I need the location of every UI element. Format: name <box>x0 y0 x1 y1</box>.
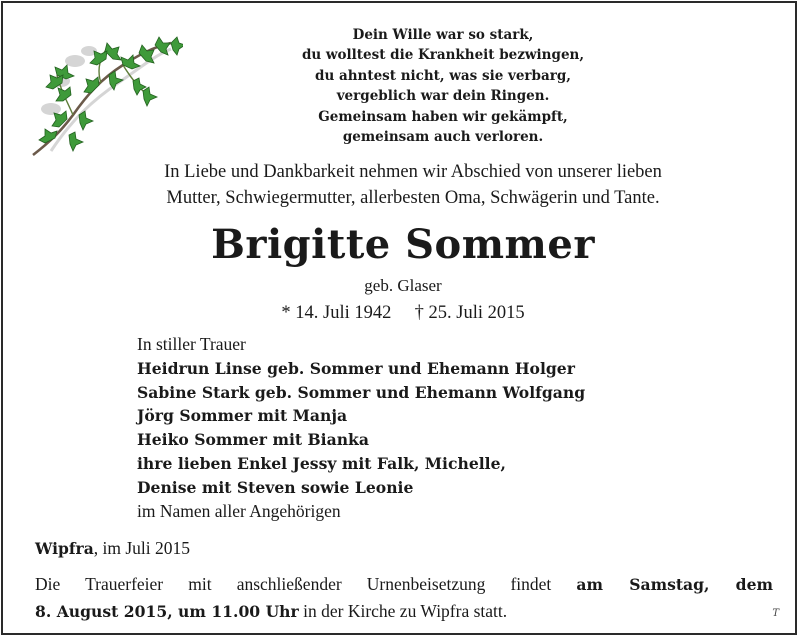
mourners-list <box>137 333 697 523</box>
mourner-name: Sabine Stark geb. Sommer und Ehemann Wolfgang <box>137 382 586 402</box>
place-date <box>35 536 190 561</box>
life-dates <box>203 300 603 326</box>
mourner-name: Heidrun Linse geb. Sommer und Ehemann Holger <box>137 358 575 378</box>
ivy-branch-icon <box>31 31 183 161</box>
mourners-outro: im Namen aller Angehörigen <box>137 500 341 521</box>
poem-line: Dein Wille war so stark, <box>352 27 534 43</box>
funeral-datetime: 8. August 2015, um 11.00 Uhr <box>35 602 299 621</box>
corner-mark: T <box>772 608 779 619</box>
funeral-location: in der Kirche zu Wipfra statt. <box>298 601 508 621</box>
deceased-name: Brigitte Sommer <box>211 221 595 268</box>
intro-line: In Liebe und Dankbarkeit nehmen wir Abschied von unserer lieben <box>164 162 662 182</box>
mourners-intro: In stiller Trauer <box>137 334 246 354</box>
birth-name: geb. Glaser <box>364 276 442 295</box>
death-date: † 25. Juli 2015 <box>414 303 525 323</box>
place-town: Wipfra <box>35 539 94 558</box>
obituary-frame <box>1 1 797 635</box>
funeral-notice <box>35 571 773 625</box>
poem <box>273 25 613 147</box>
farewell-intro <box>113 159 713 211</box>
birth-date: * 14. Juli 1942 <box>281 303 392 323</box>
funeral-text: Die Trauerfeier mit anschließender Urnenbeisetzung findet <box>35 574 577 594</box>
funeral-line-2 <box>35 598 773 625</box>
poem-line: du wolltest die Krankheit bezwingen, <box>301 47 585 64</box>
funeral-day: am Samstag, dem <box>576 575 773 594</box>
poem-line: Gemeinsam haben wir gekämpft, <box>318 108 568 125</box>
mourner-name: Heiko Sommer mit Bianka <box>137 430 369 450</box>
mourner-name: Jörg Sommer mit Manja <box>137 406 348 426</box>
poem-line: du ahntest nicht, was sie verbarg, <box>315 67 571 84</box>
mourner-name: Denise mit Steven sowie Leonie <box>137 477 414 497</box>
mourner-name: ihre lieben Enkel Jessy mit Falk, Michelle, <box>137 453 506 473</box>
place-month: , im Juli 2015 <box>93 538 191 558</box>
poem-line: gemeinsam auch verloren. <box>342 129 544 146</box>
intro-line: Mutter, Schwiegermutter, allerbesten Oma, Schwägerin und Tante. <box>166 188 660 208</box>
poem-line: vergeblich war dein Ringen. <box>336 88 550 105</box>
funeral-line-1 <box>35 571 773 598</box>
